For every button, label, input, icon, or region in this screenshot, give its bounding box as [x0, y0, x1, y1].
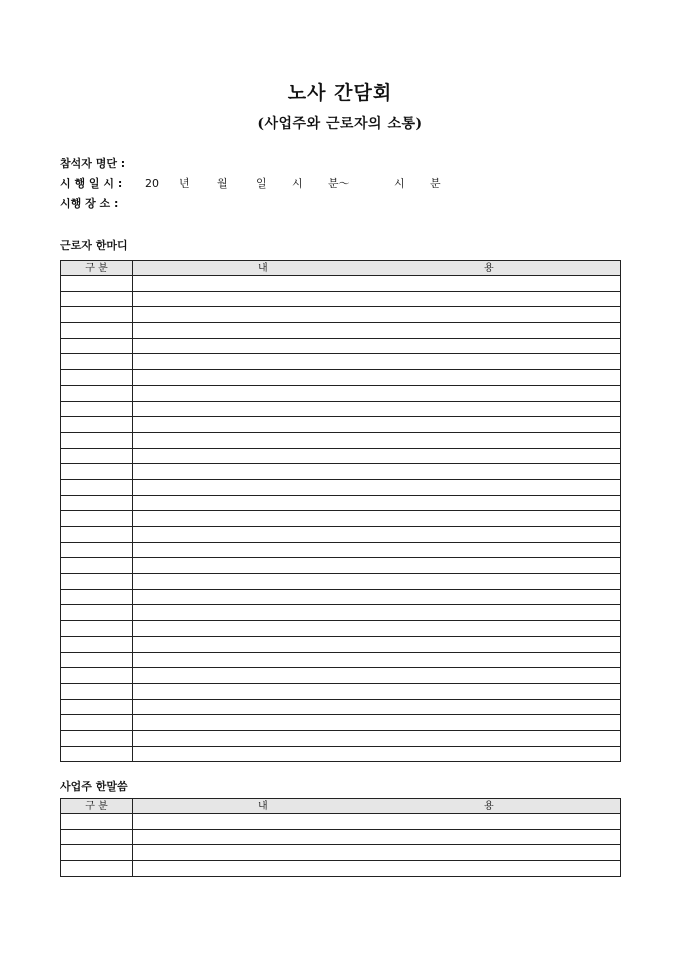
table-row — [61, 845, 621, 861]
category-cell[interactable] — [61, 558, 133, 574]
category-cell[interactable] — [61, 527, 133, 543]
employer-table-body — [61, 814, 621, 877]
unit-minute: 분 — [430, 177, 441, 190]
content-cell[interactable] — [133, 354, 621, 370]
table-row — [61, 636, 621, 652]
col-category-header: 구 분 — [61, 799, 133, 814]
table-row — [61, 589, 621, 605]
category-cell[interactable] — [61, 683, 133, 699]
content-cell[interactable] — [133, 589, 621, 605]
category-cell[interactable] — [61, 464, 133, 480]
content-cell[interactable] — [133, 715, 621, 731]
category-cell[interactable] — [61, 814, 133, 830]
content-cell[interactable] — [133, 845, 621, 861]
table-row — [61, 668, 621, 684]
category-cell[interactable] — [61, 291, 133, 307]
col-content-header — [133, 261, 621, 276]
table-row — [61, 621, 621, 637]
category-cell[interactable] — [61, 511, 133, 527]
content-cell[interactable] — [133, 861, 621, 877]
datetime-line — [60, 177, 480, 191]
category-cell[interactable] — [61, 574, 133, 590]
category-cell[interactable] — [61, 668, 133, 684]
category-cell[interactable] — [61, 432, 133, 448]
category-cell[interactable] — [61, 495, 133, 511]
col-content-header-right: 용 — [484, 262, 494, 274]
table-row — [61, 715, 621, 731]
table-row — [61, 338, 621, 354]
place-line — [60, 197, 118, 211]
unit-minute-tilde: 분～ — [328, 177, 350, 190]
category-cell[interactable] — [61, 861, 133, 877]
col-content-header-right: 용 — [484, 800, 494, 812]
table-row — [61, 495, 621, 511]
unit-hour: 시 — [292, 177, 303, 190]
col-content-header-left: 내 — [258, 262, 268, 274]
category-cell[interactable] — [61, 715, 133, 731]
category-cell[interactable] — [61, 636, 133, 652]
content-cell[interactable] — [133, 511, 621, 527]
content-cell[interactable] — [133, 527, 621, 543]
table-row — [61, 652, 621, 668]
category-cell[interactable] — [61, 338, 133, 354]
table-row — [61, 814, 621, 830]
table-row — [61, 323, 621, 339]
content-cell[interactable] — [133, 636, 621, 652]
table-row — [61, 746, 621, 762]
document-subtitle: (사업주와 근로자의 소통) — [257, 116, 423, 132]
table-row — [61, 448, 621, 464]
content-cell[interactable] — [133, 542, 621, 558]
category-cell[interactable] — [61, 845, 133, 861]
unit-year: 년 — [179, 177, 190, 190]
worker-table-body — [61, 276, 621, 762]
category-cell[interactable] — [61, 417, 133, 433]
category-cell[interactable] — [61, 746, 133, 762]
table-row — [61, 354, 621, 370]
attendees-label: 참석자 명단 : — [60, 157, 126, 170]
content-cell[interactable] — [133, 385, 621, 401]
category-cell[interactable] — [61, 323, 133, 339]
table-row — [61, 829, 621, 845]
content-cell[interactable] — [133, 370, 621, 386]
employer-section-title: 사업주 한말씀 — [60, 780, 128, 793]
datetime-year-prefix: 20 — [145, 177, 159, 190]
table-row — [61, 385, 621, 401]
content-cell[interactable] — [133, 558, 621, 574]
table-row — [61, 574, 621, 590]
category-cell[interactable] — [61, 605, 133, 621]
content-cell[interactable] — [133, 338, 621, 354]
table-row — [61, 401, 621, 417]
content-cell[interactable] — [133, 464, 621, 480]
category-cell[interactable] — [61, 589, 133, 605]
table-row — [61, 605, 621, 621]
content-cell[interactable] — [133, 683, 621, 699]
category-cell[interactable] — [61, 652, 133, 668]
category-cell[interactable] — [61, 385, 133, 401]
content-cell[interactable] — [133, 621, 621, 637]
attendees-line — [60, 157, 125, 171]
content-cell[interactable] — [133, 814, 621, 830]
table-row — [61, 479, 621, 495]
datetime-label: 시 행 일 시 : — [60, 177, 123, 190]
content-cell[interactable] — [133, 432, 621, 448]
category-cell[interactable] — [61, 542, 133, 558]
category-cell[interactable] — [61, 307, 133, 323]
content-cell[interactable] — [133, 291, 621, 307]
col-content-header-left: 내 — [258, 800, 268, 812]
content-cell[interactable] — [133, 574, 621, 590]
employer-table — [60, 798, 621, 877]
table-row — [61, 699, 621, 715]
content-cell[interactable] — [133, 307, 621, 323]
category-cell[interactable] — [61, 354, 133, 370]
table-row — [61, 291, 621, 307]
category-cell[interactable] — [61, 730, 133, 746]
content-cell[interactable] — [133, 605, 621, 621]
content-cell[interactable] — [133, 652, 621, 668]
table-row — [61, 511, 621, 527]
table-row — [61, 307, 621, 323]
category-cell[interactable] — [61, 401, 133, 417]
category-cell[interactable] — [61, 621, 133, 637]
content-cell[interactable] — [133, 730, 621, 746]
table-row — [61, 730, 621, 746]
place-label: 시행 장 소 : — [60, 197, 119, 210]
table-row — [61, 558, 621, 574]
content-cell[interactable] — [133, 417, 621, 433]
content-cell[interactable] — [133, 746, 621, 762]
content-cell[interactable] — [133, 668, 621, 684]
table-row — [61, 370, 621, 386]
content-cell[interactable] — [133, 448, 621, 464]
category-cell[interactable] — [61, 699, 133, 715]
worker-table — [60, 260, 621, 762]
table-row — [61, 527, 621, 543]
unit-day: 일 — [256, 177, 267, 190]
content-cell[interactable] — [133, 479, 621, 495]
table-row — [61, 276, 621, 292]
unit-hour-2: 시 — [394, 177, 405, 190]
table-row — [61, 432, 621, 448]
table-row — [61, 683, 621, 699]
employer-table-header — [61, 799, 621, 814]
content-cell[interactable] — [133, 323, 621, 339]
col-category-header: 구 분 — [61, 261, 133, 276]
col-content-header — [133, 799, 621, 814]
category-cell[interactable] — [61, 479, 133, 495]
category-cell[interactable] — [61, 276, 133, 292]
category-cell[interactable] — [61, 829, 133, 845]
document-title: 노사 간담회 — [287, 82, 393, 104]
table-row — [61, 861, 621, 877]
content-cell[interactable] — [133, 829, 621, 845]
table-row — [61, 542, 621, 558]
category-cell[interactable] — [61, 370, 133, 386]
worker-table-header — [61, 261, 621, 276]
content-cell[interactable] — [133, 276, 621, 292]
content-cell[interactable] — [133, 699, 621, 715]
content-cell[interactable] — [133, 495, 621, 511]
table-row — [61, 464, 621, 480]
unit-month: 월 — [217, 177, 228, 190]
table-row — [61, 417, 621, 433]
category-cell[interactable] — [61, 448, 133, 464]
worker-section-title: 근로자 한마디 — [60, 239, 128, 252]
content-cell[interactable] — [133, 401, 621, 417]
